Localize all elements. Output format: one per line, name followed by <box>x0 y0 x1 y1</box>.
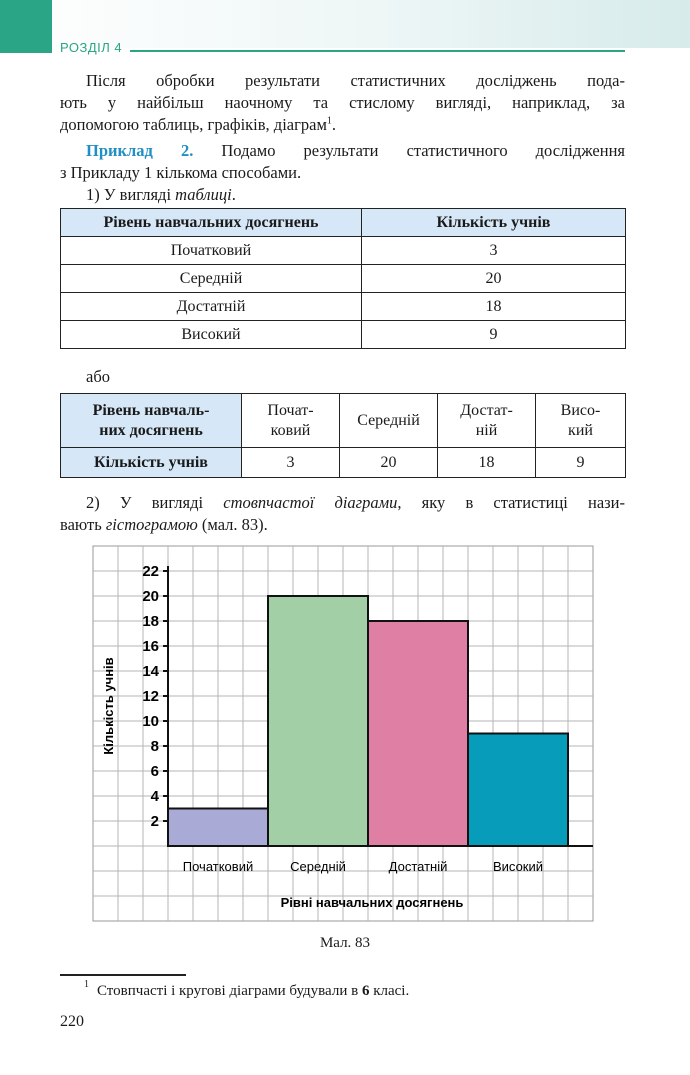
table-header-cell: Рівень навчаль- них досягнень <box>61 394 242 448</box>
x-tick-label: Початковий <box>182 859 254 874</box>
table-row: Кількість учнів 3 20 18 9 <box>61 448 626 478</box>
figure-caption: Мал. 83 <box>319 935 371 951</box>
or-text: або <box>86 367 110 386</box>
x-axis-title: Рівні навчальних досягнень <box>280 895 464 910</box>
bar-Середній <box>268 596 368 846</box>
item-2-line-1: 2) У вигляді стовпчастої діаграми, яку в статистиці нази- <box>86 493 626 512</box>
bar-Достатній <box>368 621 468 846</box>
table-header-cell: Кількість учнів <box>61 448 242 478</box>
y-tick-label: 22 <box>142 563 159 580</box>
y-tick-label: 10 <box>142 713 159 730</box>
bar-Високий <box>468 734 568 847</box>
table-header-cell: Рівень навчальних досягнень <box>61 209 362 237</box>
intro-line-3: допомогою таблиць, графіків, діаграм$^1$. <box>60 115 337 134</box>
y-tick-label: 6 <box>150 763 159 780</box>
y-tick-label: 2 <box>150 813 159 830</box>
footnote: $^1$ Стовпчасті і кругові діаграми будували в 6 класі. <box>84 979 410 999</box>
y-tick-label: 8 <box>150 738 159 755</box>
footnote-ref: 1 <box>326 115 332 127</box>
example-label: Приклад 2. <box>86 141 194 160</box>
table-cell: Висо- кий <box>536 394 626 448</box>
table-cell: Достат- ній <box>438 394 536 448</box>
table-row: Початковий 3 <box>61 237 626 265</box>
y-tick-label: 4 <box>150 788 159 805</box>
section-label: РОЗДІЛ 4 <box>60 40 123 55</box>
table-cell: Середній <box>340 394 438 448</box>
y-tick-label: 16 <box>142 638 159 655</box>
intro-line-1: Після обробки результати статистичних досліджень пода- <box>86 71 625 90</box>
table-header-cell: Кількість учнів <box>362 209 626 237</box>
intro-line-2: ють у найбільш наочному та стислому вигляді, наприклад, за <box>60 93 625 112</box>
y-axis-title: Кількість учнів <box>101 657 116 755</box>
table-cell: Почат- ковий <box>242 394 340 448</box>
y-tick-label: 20 <box>142 588 159 605</box>
bar-Початковий <box>168 809 268 847</box>
table-row: Середній 20 <box>61 265 626 293</box>
table-row: Високий 9 <box>61 321 626 349</box>
item-2-line-2: вають гістограмою (мал. 83). <box>60 515 268 534</box>
x-tick-label: Високий <box>492 859 544 874</box>
example-line-2: з Прикладу 1 кількома способами. <box>60 163 302 182</box>
footnote-rule <box>60 974 186 976</box>
x-tick-label: Достатній <box>388 859 448 874</box>
y-tick-label: 18 <box>142 613 159 630</box>
table-row: Достатній 18 <box>61 293 626 321</box>
y-tick-label: 12 <box>142 688 159 705</box>
page-number: 220 <box>60 1013 84 1030</box>
y-tick-label: 14 <box>142 663 159 680</box>
x-tick-label: Середній <box>290 859 346 874</box>
example-line-1: Приклад 2. Подамо результати статистичного дослідження <box>86 141 625 160</box>
item-1-heading: 1) У вигляді таблиці. <box>86 185 236 204</box>
